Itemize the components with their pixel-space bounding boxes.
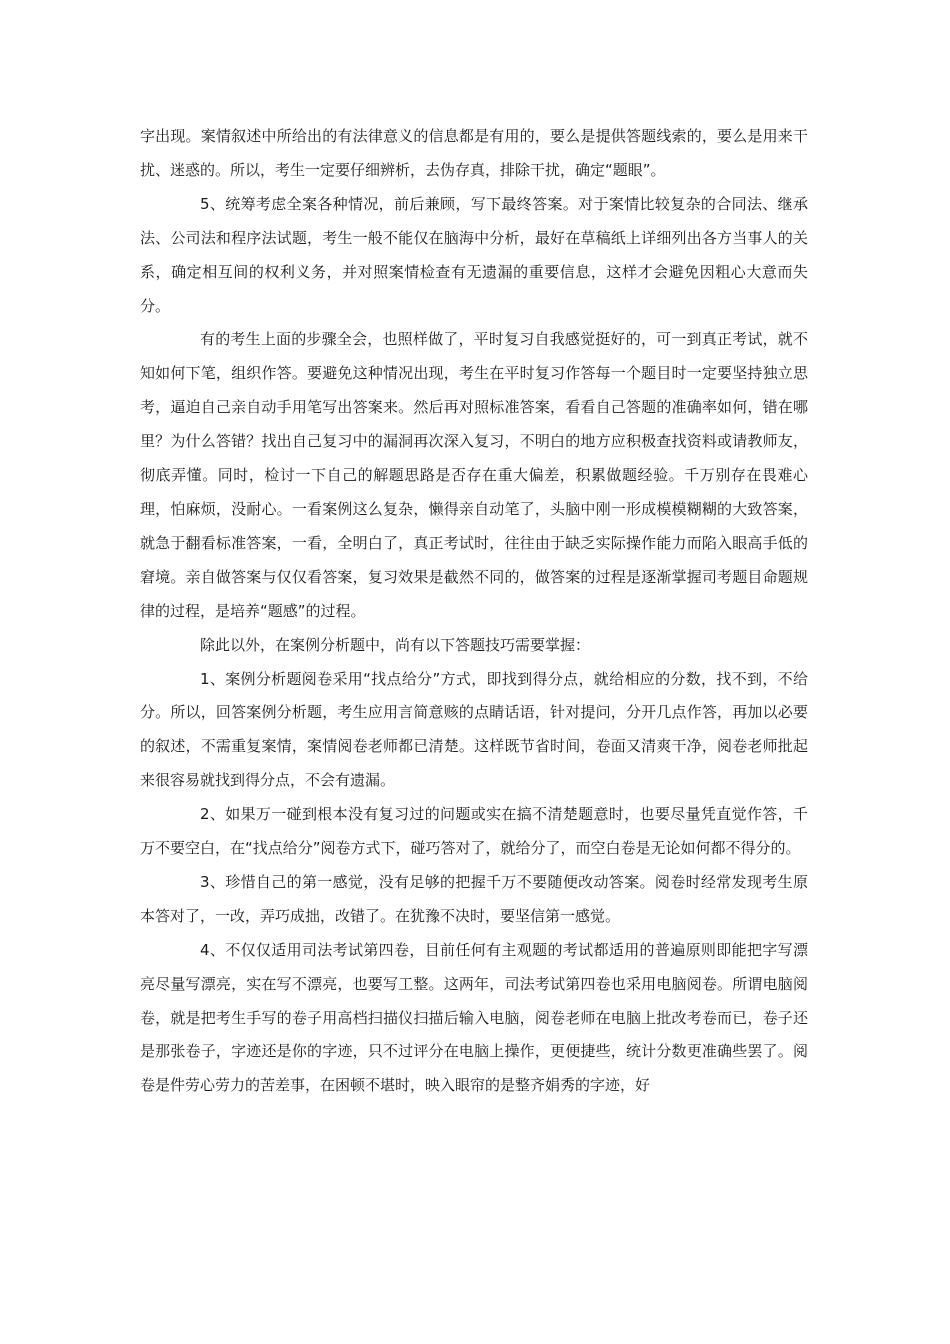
paragraph-continuation: 字出现。案情叙述中所给出的有法律意义的信息都是有用的，要么是提供答题线索的，要么是用来干扰、迷惑的。所以，考生一定要仔细辨析，去伪存真，排除干扰，确定“题眼”。 bbox=[140, 127, 808, 179]
paragraph-skills-intro: 除此以外，在案例分析题中，尚有以下答题技巧需要掌握： bbox=[200, 635, 591, 654]
document-body bbox=[140, 120, 808, 1103]
paragraph-step-5: 5、统筹考虑全案各种情况，前后兼顾，写下最终答案。对于案情比较复杂的合同法、继承法、公司法和程序法试题，考生一般不能仅在脑海中分析，最好在草稿纸上详细列出各方当事人的关系，确定相互间的权利义务，并对照案情检查有无遗漏的重要信息，这样才会避免因粗心大意而失分。 bbox=[140, 194, 808, 315]
paragraph-skill-4: 4、不仅仅适用司法考试第四卷，目前任何有主观题的考试都适用的普遍原则即能把字写漂亮尽量写漂亮，实在写不漂亮，也要写工整。这两年，司法考试第四卷也采用电脑阅卷。所谓电脑阅卷，就是把考生手写的卷子用高档扫描仪扫描后输入电脑，阅卷老师在电脑上批改考卷而已，卷子还是那张卷子，字迹还是你的字迹，只不过评分在电脑上操作，更便捷些，统计分数更准确些罢了。阅卷是件劳心劳力的苦差事，在困顿不堪时，映入眼帘的是整齐娟秀的字迹，好 bbox=[140, 940, 808, 1095]
paragraph-practice-advice: 有的考生上面的步骤全会，也照样做了，平时复习自我感觉挺好的，可一到真正考试，就不知如何下笔，组织作答。要避免这种情况出现，考生在平时复习作答每一个题目时一定要坚持独立思考，逼迫自己亲自动手用笔写出答案来。然后再对照标准答案，看看自己答题的准确率如何，错在哪里？为什么答错？找出自己复习中的漏洞再次深入复习，不明白的地方应积极查找资料或请教师友，彻底弄懂。同时，检讨一下自己的解题思路是否存在重大偏差，积累做题经验。千万别存在畏难心理，怕麻烦，没耐心。一看案例这么复杂，懒得亲自动笔了，头脑中刚一形成模模糊糊的大致答案，就急于翻看标准答案，一看，全明白了，真正考试时，往往由于缺乏实际操作能力而陷入眼高手低的窘境。亲自做答案与仅仅看答案，复习效果是截然不同的，做答案的过程是逐渐掌握司考题目命题规律的过程，是培养“题感”的过程。 bbox=[140, 330, 808, 620]
paragraph-skill-1: 1、案例分析题阅卷采用“找点给分”方式，即找到得分点，就给相应的分数，找不到，不给分。所以，回答案例分析题，考生应用言简意赅的点睛话语，针对提问，分开几点作答，再加以必要的叙述，不需重复案情，案情阅卷老师都已清楚。这样既节省时间，卷面又清爽干净，阅卷老师批起来很容易就找到得分点，不会有遗漏。 bbox=[140, 669, 808, 790]
paragraph-skill-2: 2、如果万一碰到根本没有复习过的问题或实在搞不清楚题意时，也要尽量凭直觉作答，千万不要空白，在“找点给分”阅卷方式下，碰巧答对了，就给分了，而空白卷是无论如何都不得分的。 bbox=[140, 805, 808, 858]
paragraph-skill-3: 3、珍惜自己的第一感觉，没有足够的把握千万不要随便改动答案。阅卷时经常发现考生原本答对了，一改，弄巧成拙，改错了。在犹豫不决时，要坚信第一感觉。 bbox=[140, 872, 808, 925]
